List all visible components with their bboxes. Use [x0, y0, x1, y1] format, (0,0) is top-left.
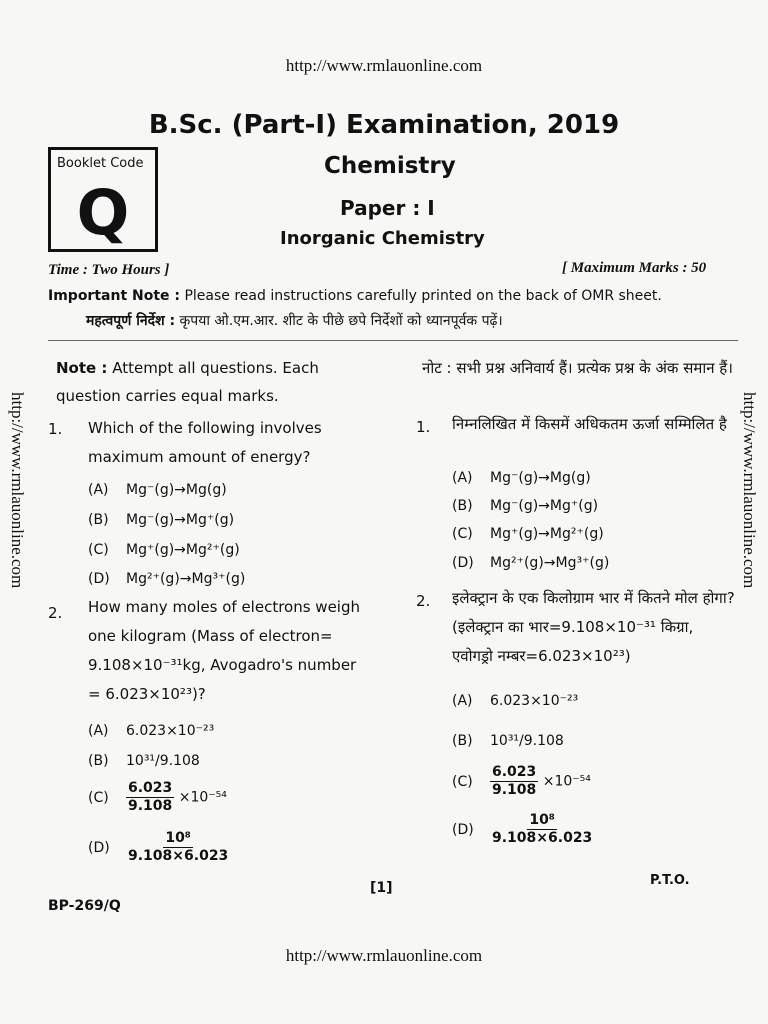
option-label: (B)	[452, 733, 473, 749]
maximum-marks: [ Maximum Marks : 50	[562, 260, 707, 276]
option-label: (B)	[452, 498, 473, 514]
fraction-numerator: 10⁸	[529, 812, 555, 828]
fraction-denominator: 9.108×6.023	[492, 830, 593, 846]
question-number: 2.	[416, 592, 431, 610]
question-text: निम्नलिखित में किसमें अधिकतम ऊर्जा सम्मिलित है	[452, 415, 727, 433]
question-text: How many moles of electrons weigh one kilogram (Mass of electron= 9.108×10⁻³¹kg, Avogadro's number = 6.023×10²³)?	[88, 598, 360, 703]
fraction	[126, 780, 174, 815]
note-label: Note :	[56, 359, 108, 377]
subject: Chemistry	[324, 153, 456, 179]
page-number: [1]	[370, 880, 393, 896]
question-number: 2.	[48, 604, 63, 622]
option	[452, 498, 598, 514]
fraction-numerator: 6.023	[492, 764, 537, 780]
option-label: (D)	[452, 555, 474, 571]
important-note-hindi-text: कृपया ओ.एम.आर. शीट के पीछे छपे निर्देशों को ध्यानपूर्वक पढ़ें।	[175, 313, 503, 329]
option-text: 6.023×10⁻²³	[490, 693, 579, 709]
option	[452, 764, 591, 799]
option-label: (C)	[88, 789, 109, 806]
option	[452, 555, 609, 571]
option	[88, 542, 240, 558]
option-text: 10³¹/9.108	[490, 733, 564, 749]
option-label: (C)	[452, 526, 473, 542]
booklet-code-box	[48, 147, 158, 252]
booklet-code-label: Booklet Code	[57, 156, 144, 171]
option-text: 6.023×10⁻²³	[126, 723, 215, 739]
option-label: (C)	[452, 773, 473, 790]
important-note	[48, 288, 662, 304]
option-text: Mg⁻(g)→Mg⁺(g)	[126, 512, 235, 528]
option	[452, 733, 564, 749]
question-text: इलेक्ट्रान के एक किलोग्राम भार में कितने मोल होगा? (इलेक्ट्रान का भार=9.108×10⁻³¹ किग्रा, एवोगड्रो नम्बर=6.023×10²³)	[452, 589, 735, 665]
fraction	[126, 830, 230, 865]
option-label: (B)	[88, 512, 109, 528]
booklet-code: Q	[76, 176, 130, 249]
option-text: Mg⁺(g)→Mg²⁺(g)	[490, 526, 604, 542]
option-label: (D)	[88, 839, 110, 856]
option	[452, 470, 591, 486]
option-label: (C)	[88, 542, 109, 558]
fraction-denominator: 9.108	[128, 798, 173, 814]
option-text: Mg²⁺(g)→Mg³⁺(g)	[490, 555, 610, 571]
right-side-url: http://www.rmlauonline.com	[740, 392, 759, 589]
option-label: (A)	[88, 482, 109, 498]
branch: Inorganic Chemistry	[280, 228, 485, 249]
pto-label: P.T.O.	[650, 873, 690, 888]
option	[88, 723, 214, 739]
option-label: (D)	[88, 571, 110, 587]
divider	[48, 340, 738, 341]
option-label: (A)	[88, 723, 109, 739]
option-suffix: ×10⁻⁵⁴	[542, 773, 591, 790]
option-text: 10³¹/9.108	[126, 753, 200, 769]
option	[88, 512, 234, 528]
option-label: (A)	[452, 470, 473, 486]
option-text: Mg⁻(g)→Mg⁺(g)	[490, 498, 599, 514]
option	[88, 482, 227, 498]
option	[88, 571, 245, 587]
option	[88, 753, 200, 769]
option-text: Mg⁺(g)→Mg²⁺(g)	[126, 542, 240, 558]
option-text: Mg⁻(g)→Mg(g)	[126, 482, 227, 498]
option	[88, 830, 230, 865]
fraction-denominator: 9.108	[492, 782, 537, 798]
option-label: (D)	[452, 821, 474, 838]
option-suffix: ×10⁻⁵⁴	[178, 789, 227, 806]
fraction-numerator: 10⁸	[165, 830, 191, 846]
note-text: Attempt all questions. Each question carries equal marks.	[56, 359, 319, 405]
paper-number: Paper : I	[340, 196, 435, 220]
paper-code: BP-269/Q	[48, 898, 121, 914]
option	[452, 526, 604, 542]
important-note-hindi	[86, 311, 503, 330]
time-limit: Time : Two Hours ]	[48, 262, 170, 278]
fraction	[490, 812, 594, 847]
exam-title: B.Sc. (Part-I) Examination, 2019	[148, 110, 620, 140]
fraction	[490, 764, 538, 799]
option-label: (B)	[88, 753, 109, 769]
important-note-label: Important Note :	[48, 288, 181, 304]
option-text: Mg⁻(g)→Mg(g)	[490, 470, 591, 486]
question-number: 1.	[48, 420, 63, 438]
option	[452, 812, 594, 847]
fraction-denominator: 9.108×6.023	[128, 848, 229, 864]
important-note-hindi-label: महत्वपूर्ण निर्देश :	[86, 313, 176, 329]
option-text: Mg²⁺(g)→Mg³⁺(g)	[126, 571, 246, 587]
note-hindi: नोट : सभी प्रश्न अनिवार्य हैं। प्रत्येक प्रश्न के अंक समान हैं।	[422, 359, 733, 377]
question-text: Which of the following involves maximum amount of energy?	[88, 419, 322, 466]
question-number: 1.	[416, 418, 431, 436]
option	[88, 780, 227, 815]
left-side-url: http://www.rmlauonline.com	[8, 392, 27, 589]
fraction-numerator: 6.023	[128, 780, 173, 796]
option-label: (A)	[452, 693, 473, 709]
important-note-text: Please read instructions carefully printed on the back of OMR sheet.	[180, 288, 662, 304]
option	[452, 693, 578, 709]
top-url: http://www.rmlauonline.com	[285, 56, 483, 75]
note-english	[56, 354, 376, 410]
bottom-url: http://www.rmlauonline.com	[285, 946, 483, 965]
